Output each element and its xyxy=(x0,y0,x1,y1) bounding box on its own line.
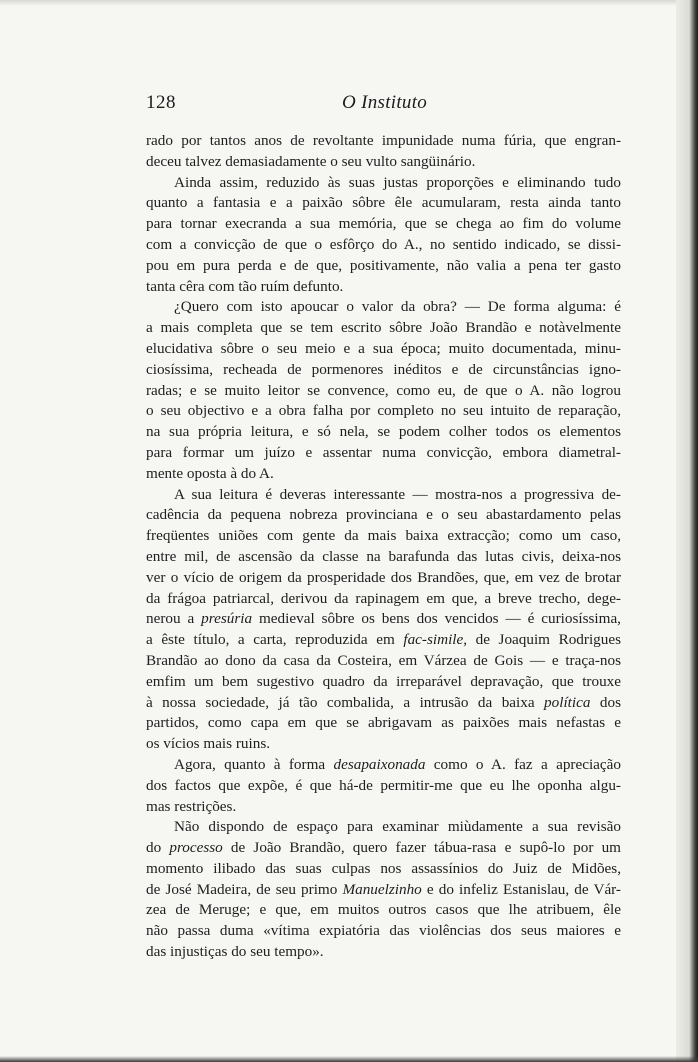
body-text xyxy=(146,131,621,963)
text-line: nerou a presúria medieval sôbre os bens dos vencidos — é curiosíssima, xyxy=(146,610,621,628)
italic-term: processo xyxy=(169,839,223,857)
text-line: de José Madeira, de seu primo Manuelzinho e do infeliz Estanislau, de Vár- xyxy=(146,880,621,898)
text-line: à nossa sociedade, já tão combalida, a intrusão da baixa política dos xyxy=(146,693,621,711)
text-line: com a convicção de que o esfôrço do A., no sentido indicado, se dissi- xyxy=(146,235,621,253)
italic-term: presúria xyxy=(201,610,253,628)
text-line: pou em pura perda e de que, positivamente, não valia a pena ter gasto xyxy=(146,256,621,274)
text-line: entre mil, de ascensão da classe na barafunda das lutas civis, deixa-nos xyxy=(146,547,621,565)
text-line: cadência da pequena nobreza provinciana e o seu abastardamento pelas xyxy=(146,506,621,524)
text-line: freqüentes uniões com gente da mais baixa extracção; como um caso, xyxy=(146,527,621,545)
text-line: A sua leitura é deveras interessante — mostra-nos a progressiva de- xyxy=(174,485,621,503)
page-number: 128 xyxy=(146,92,176,113)
page-gutter-edge xyxy=(676,0,698,1062)
text-line: radas; e se muito leitor se convence, como eu, de que o A. não logrou xyxy=(146,381,621,399)
text-line: da frágoa patriarcal, derivou da rapinagem em que, a breve trecho, dege- xyxy=(146,589,621,607)
text-line: emfim um bem sugestivo quadro da irreparável depravação, que trouxe xyxy=(146,672,621,690)
text-line: partidos, como capa em que se abrigavam as paixões mais nefastas e xyxy=(146,714,621,732)
text-line: deceu talvez demasiadamente o seu vulto sangüinário. xyxy=(146,152,476,170)
text-line: Brandão ao dono da casa da Costeira, em Várzea de Gois — e traça-nos xyxy=(146,651,621,669)
text-line: na sua própria leitura, e só nela, se podem colher todos os elementos xyxy=(146,423,621,441)
italic-term: política xyxy=(544,693,591,711)
running-title: O Instituto xyxy=(342,92,428,113)
page-bottom-shadow xyxy=(0,1056,698,1062)
text-line: não passa duma «vítima expiatória das violências dos seus maiores e xyxy=(146,922,621,940)
text-line: rado por tantos anos de revoltante impunidade numa fúria, que engran- xyxy=(146,132,621,149)
paragraph xyxy=(146,131,621,173)
text-line: do processo de João Brandão, quero fazer tábua-rasa e supô-lo por um xyxy=(146,839,621,857)
text-line: ver o vício de origem da prosperidade dos Brandões, que, em vez de brotar xyxy=(146,568,621,586)
text-line: ciosíssima, recheada de pormenores inéditos e de circunstâncias igno- xyxy=(146,360,621,378)
text-line: a êste título, a carta, reproduzida em fac-simile, de Joaquim Rodrigues xyxy=(146,631,622,649)
text-line: ¿Quero com isto apoucar o valor da obra? — De forma alguma: é xyxy=(174,298,621,316)
text-line: quanto a fantasia e a paixão sôbre êle acumularam, resta ainda tanto xyxy=(146,194,621,212)
text-line: elucidativa sôbre o seu meio e a sua época; muito documentada, minu- xyxy=(146,339,621,357)
text-line: Não dispondo de espaço para examinar miùdamente a sua revisão xyxy=(174,818,621,836)
text-line: Ainda assim, reduzido às suas justas proporções e eliminando tudo xyxy=(174,173,621,191)
text-line: os vícios mais ruins. xyxy=(146,735,271,753)
text-line: das injustiças do seu tempo». xyxy=(146,943,324,961)
text-line: para tornar execranda a sua memória, que se chega ao fim do volume xyxy=(146,215,621,233)
page-top-shadow xyxy=(0,0,698,6)
text-line: a mais completa que se tem escrito sôbre João Brandão e notàvelmente xyxy=(146,319,621,337)
text-line: para formar um juízo e assentar numa convicção, embora diametral- xyxy=(146,443,621,461)
paragraph xyxy=(146,817,621,963)
text-line: mas restrições. xyxy=(146,797,237,815)
paragraph xyxy=(146,173,621,298)
running-header xyxy=(146,92,616,116)
text-line: tanta cêra com tão ruím defunto. xyxy=(146,277,344,295)
text-line: Agora, quanto à forma desapaixonada como o A. faz a apreciação xyxy=(174,755,621,773)
paragraph xyxy=(146,755,621,817)
text-line: zea de Meruge; e que, em muitos outros casos que lhe atribuem, êle xyxy=(146,901,621,919)
text-line: o seu objectivo e a obra falha por completo no seu intuito de reparação, xyxy=(146,402,621,420)
text-line: momento ilibado das suas culpas nos assassínios do Juiz de Midões, xyxy=(146,859,621,877)
italic-term: Manuelzinho xyxy=(342,880,422,898)
text-line: dos factos que expõe, é que há-de permitir-me que eu lhe oponha algu- xyxy=(146,776,621,794)
italic-term: desapaixonada xyxy=(333,755,426,773)
paragraph xyxy=(146,485,621,755)
text-line: mente oposta à do A. xyxy=(146,464,274,482)
italic-term: fac-simile xyxy=(403,631,464,649)
paragraph xyxy=(146,297,621,484)
